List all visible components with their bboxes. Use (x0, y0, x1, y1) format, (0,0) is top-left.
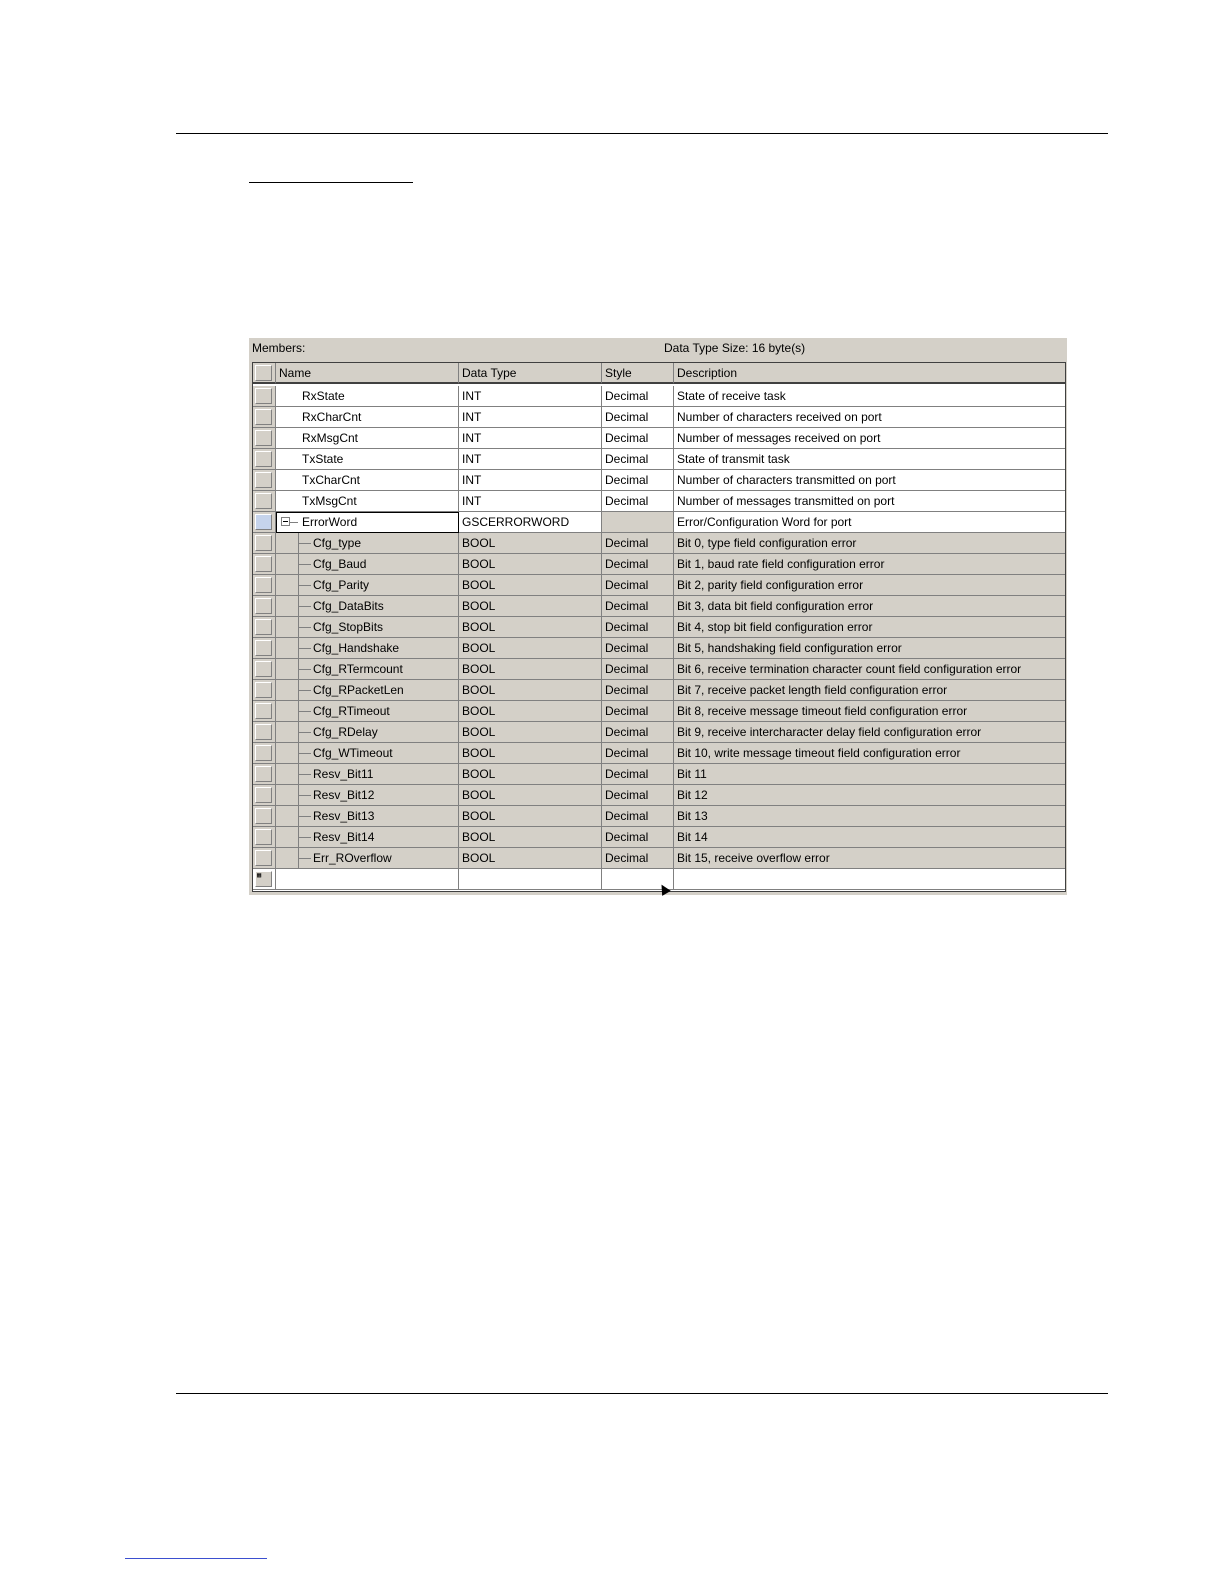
table-row[interactable] (253, 638, 1065, 659)
description-cell-text: Bit 6, receive termination character count field configuration error (677, 662, 1022, 676)
data-type-cell[interactable] (459, 428, 602, 449)
member-name-cell-text: Cfg_RTermcount (313, 662, 403, 676)
data-type-cell[interactable] (459, 386, 602, 407)
style-cell-text: Decimal (605, 767, 649, 781)
member-name-cell[interactable] (276, 743, 459, 764)
data-type-cell[interactable] (459, 680, 602, 701)
member-name-cell[interactable] (276, 638, 459, 659)
description-cell[interactable] (674, 554, 1065, 575)
data-type-cell[interactable] (459, 449, 602, 470)
row-selector[interactable] (253, 491, 276, 512)
style-cell[interactable] (602, 533, 674, 554)
style-cell[interactable] (602, 512, 674, 533)
data-type-cell[interactable] (459, 512, 602, 533)
table-row[interactable] (253, 407, 1065, 428)
style-cell[interactable] (602, 848, 674, 869)
tree-connector (298, 837, 311, 838)
row-selector[interactable] (253, 764, 276, 785)
tree-connector (298, 753, 311, 754)
member-name-cell[interactable] (276, 428, 459, 449)
members-label: Members: (252, 341, 306, 355)
members-bar (249, 338, 1067, 360)
table-row[interactable] (253, 659, 1065, 680)
data-type-cell-text: BOOL (462, 683, 496, 697)
column-header-data-type[interactable]: Data Type (459, 363, 602, 384)
style-cell-text: Decimal (605, 725, 649, 739)
data-type-cell[interactable] (459, 407, 602, 428)
table-row[interactable] (253, 806, 1065, 827)
row-selector[interactable] (253, 407, 276, 428)
description-cell[interactable] (674, 806, 1065, 827)
tree-connector (298, 858, 311, 859)
row-selector[interactable] (253, 617, 276, 638)
row-selector[interactable] (253, 869, 276, 890)
style-cell[interactable] (602, 470, 674, 491)
row-selector[interactable] (253, 680, 276, 701)
description-cell[interactable] (674, 743, 1065, 764)
style-cell[interactable] (602, 449, 674, 470)
member-name-cell[interactable] (276, 827, 459, 848)
table-row[interactable] (253, 575, 1065, 596)
style-cell-text: Decimal (605, 494, 649, 508)
description-cell[interactable] (674, 428, 1065, 449)
member-name-cell-text: RxCharCnt (302, 410, 362, 424)
table-row[interactable] (253, 764, 1065, 785)
row-selector[interactable] (253, 428, 276, 449)
description-cell-text: Bit 12 (677, 788, 708, 802)
data-type-cell-text: BOOL (462, 557, 496, 571)
member-name-cell[interactable] (276, 869, 459, 890)
description-cell[interactable] (674, 848, 1065, 869)
member-name-cell-text: Cfg_DataBits (313, 599, 384, 613)
tree-connector (298, 774, 311, 775)
description-cell[interactable] (674, 638, 1065, 659)
tree-connector (298, 711, 311, 712)
tree-connector (298, 648, 311, 649)
style-cell-text: Decimal (605, 704, 649, 718)
data-type-cell[interactable] (459, 596, 602, 617)
description-cell-text: Bit 3, data bit field configuration error (677, 599, 874, 613)
description-cell-text: Bit 4, stop bit field configuration error (677, 620, 873, 634)
description-cell[interactable] (674, 449, 1065, 470)
style-cell-text: Decimal (605, 809, 649, 823)
member-name-cell-text: Cfg_type (313, 536, 362, 550)
member-name-cell[interactable] (276, 575, 459, 596)
description-cell[interactable] (674, 680, 1065, 701)
member-name-cell[interactable] (276, 449, 459, 470)
description-cell-text: Bit 7, receive packet length field configuration error (677, 683, 948, 697)
table-row[interactable] (253, 722, 1065, 743)
style-cell[interactable] (602, 743, 674, 764)
description-cell[interactable] (674, 491, 1065, 512)
member-name-cell[interactable] (276, 722, 459, 743)
description-cell-text: Number of messages transmitted on port (677, 494, 895, 508)
table-row[interactable] (253, 743, 1065, 764)
member-name-cell-text: Cfg_WTimeout (313, 746, 393, 760)
description-cell-text: Bit 13 (677, 809, 708, 823)
table-row[interactable] (253, 617, 1065, 638)
description-cell-text: Bit 2, parity field configuration error (677, 578, 864, 592)
table-row[interactable] (253, 533, 1065, 554)
member-name-cell-text: TxCharCnt (302, 473, 361, 487)
style-cell-text: Decimal (605, 788, 649, 802)
row-selector[interactable] (253, 386, 276, 407)
tree-connector (290, 522, 298, 523)
description-cell[interactable] (674, 764, 1065, 785)
description-cell-text: Error/Configuration Word for port (677, 515, 852, 529)
style-cell-text: Decimal (605, 683, 649, 697)
member-name-cell-text: Resv_Bit12 (313, 788, 375, 802)
member-name-cell[interactable] (276, 785, 459, 806)
style-cell-text: Decimal (605, 557, 649, 571)
row-selector[interactable] (253, 554, 276, 575)
style-cell[interactable] (602, 785, 674, 806)
member-name-cell-text: Resv_Bit11 (313, 767, 374, 781)
description-cell-text: State of transmit task (677, 452, 790, 466)
description-cell-text: Bit 11 (677, 767, 707, 781)
row-selector[interactable] (253, 596, 276, 617)
member-name-cell-text: Cfg_RPacketLen (313, 683, 404, 697)
description-cell[interactable] (674, 596, 1065, 617)
description-cell-text: Bit 9, receive intercharacter delay field configuration error (677, 725, 982, 739)
member-name-cell-text: Resv_Bit13 (313, 809, 375, 823)
tree-connector (298, 816, 311, 817)
data-type-cell-text: INT (462, 410, 482, 424)
table-row[interactable] (253, 596, 1065, 617)
style-cell[interactable] (602, 407, 674, 428)
row-selector[interactable] (253, 848, 276, 869)
table-row[interactable] (253, 491, 1065, 512)
description-cell[interactable] (674, 407, 1065, 428)
member-name-cell-text: TxState (302, 452, 344, 466)
tree-connector (298, 627, 311, 628)
member-name-cell-text: Cfg_Parity (313, 578, 370, 592)
data-type-cell[interactable] (459, 701, 602, 722)
style-cell-text: Decimal (605, 851, 649, 865)
member-name-cell[interactable] (276, 806, 459, 827)
style-cell[interactable] (602, 659, 674, 680)
style-cell-text: Decimal (605, 536, 649, 550)
new-row-icon: ▦ (257, 871, 262, 879)
data-type-cell-text: INT (462, 431, 482, 445)
table-row[interactable] (253, 470, 1065, 491)
description-cell-text: Number of characters received on port (677, 410, 882, 424)
row-selector[interactable] (253, 785, 276, 806)
data-type-cell[interactable] (459, 722, 602, 743)
row-selector[interactable] (253, 449, 276, 470)
row-selector[interactable] (253, 806, 276, 827)
table-row[interactable] (253, 848, 1065, 869)
style-cell[interactable] (602, 554, 674, 575)
style-cell[interactable] (602, 617, 674, 638)
style-cell-text: Decimal (605, 578, 649, 592)
row-selector[interactable] (253, 722, 276, 743)
description-cell-text: Bit 1, baud rate field configuration error (677, 557, 885, 571)
data-type-cell-text: BOOL (462, 599, 496, 613)
data-type-cell-text: BOOL (462, 620, 496, 634)
description-cell-text: Bit 14 (677, 830, 708, 844)
row-selector[interactable] (253, 827, 276, 848)
description-cell[interactable] (674, 533, 1065, 554)
member-name-cell[interactable] (276, 386, 459, 407)
header-rule (176, 133, 1108, 134)
member-name-cell[interactable] (276, 848, 459, 869)
style-cell[interactable] (602, 386, 674, 407)
style-cell[interactable] (602, 806, 674, 827)
data-type-cell-text: BOOL (462, 809, 496, 823)
description-cell[interactable] (674, 386, 1065, 407)
data-type-cell[interactable] (459, 659, 602, 680)
style-cell[interactable] (602, 680, 674, 701)
footer-rule (176, 1393, 1108, 1394)
member-name-cell-text: ErrorWord (302, 515, 358, 529)
member-name-cell-text: Cfg_RTimeout (313, 704, 390, 718)
style-cell-text: Decimal (605, 641, 649, 655)
table-row[interactable] (253, 827, 1065, 848)
description-cell[interactable] (674, 659, 1065, 680)
description-cell[interactable] (674, 512, 1065, 533)
data-type-cell[interactable] (459, 743, 602, 764)
tree-connector (298, 585, 311, 586)
style-cell[interactable] (602, 428, 674, 449)
data-type-cell-text: BOOL (462, 788, 496, 802)
row-selector[interactable] (253, 659, 276, 680)
member-name-cell[interactable] (276, 680, 459, 701)
table-row[interactable] (253, 449, 1065, 470)
data-type-cell-text: BOOL (462, 704, 496, 718)
description-cell[interactable] (674, 869, 1065, 890)
description-cell[interactable] (674, 617, 1065, 638)
style-cell-text: Decimal (605, 620, 649, 634)
column-header-description[interactable]: Description (674, 363, 1065, 384)
data-type-cell-text: BOOL (462, 725, 496, 739)
style-cell[interactable] (602, 827, 674, 848)
data-type-cell[interactable] (459, 827, 602, 848)
row-selector[interactable] (253, 743, 276, 764)
description-cell-text: Bit 8, receive message timeout field configuration error (677, 704, 968, 718)
description-cell[interactable] (674, 575, 1065, 596)
data-type-cell[interactable] (459, 491, 602, 512)
description-cell[interactable] (674, 701, 1065, 722)
data-type-cell-text: BOOL (462, 578, 496, 592)
member-name-cell-text: Resv_Bit14 (313, 830, 375, 844)
description-cell-text: Number of messages received on port (677, 431, 881, 445)
data-type-cell-text: INT (462, 389, 482, 403)
data-type-cell-text: BOOL (462, 662, 496, 676)
collapse-icon[interactable] (281, 517, 290, 526)
description-cell-text: Number of characters transmitted on port (677, 473, 896, 487)
data-type-size-label: Data Type Size: 16 byte(s) (664, 341, 806, 355)
style-cell-text: Decimal (605, 830, 649, 844)
style-cell[interactable] (602, 722, 674, 743)
table-row[interactable] (253, 386, 1065, 407)
style-cell-text: Decimal (605, 746, 649, 760)
data-type-cell[interactable] (459, 470, 602, 491)
data-type-cell[interactable] (459, 617, 602, 638)
data-type-cell[interactable] (459, 533, 602, 554)
member-name-cell[interactable] (276, 512, 459, 533)
column-header-style[interactable]: Style (602, 363, 674, 384)
tree-connector (298, 606, 311, 607)
description-cell-text: Bit 5, handshaking field configuration error (677, 641, 902, 655)
data-type-cell-text: INT (462, 494, 482, 508)
data-type-cell-text: BOOL (462, 641, 496, 655)
style-cell-text: Decimal (605, 410, 649, 424)
member-name-cell[interactable] (276, 659, 459, 680)
row-selector[interactable] (253, 701, 276, 722)
style-cell[interactable] (602, 596, 674, 617)
data-type-cell[interactable] (459, 848, 602, 869)
data-type-cell-text: INT (462, 473, 482, 487)
tree-connector (298, 732, 311, 733)
style-cell[interactable] (602, 575, 674, 596)
member-name-cell-text: Cfg_Handshake (313, 641, 400, 655)
heading-underline (249, 182, 413, 183)
table-row[interactable] (253, 428, 1065, 449)
data-type-members-editor (249, 338, 1067, 895)
tree-connector (298, 564, 311, 565)
member-name-cell[interactable] (276, 407, 459, 428)
member-name-cell-text: RxState (302, 389, 345, 403)
style-cell-text: Decimal (605, 473, 649, 487)
grid-header (253, 363, 1065, 384)
member-name-cell[interactable] (276, 617, 459, 638)
description-cell-text: State of receive task (677, 389, 786, 403)
row-selector[interactable] (253, 470, 276, 491)
member-name-cell[interactable] (276, 491, 459, 512)
member-name-cell-text: Cfg_Baud (313, 557, 367, 571)
style-cell-text: Decimal (605, 599, 649, 613)
tree-connector (298, 669, 311, 670)
description-cell[interactable] (674, 827, 1065, 848)
style-cell[interactable] (602, 701, 674, 722)
member-name-cell[interactable] (276, 533, 459, 554)
data-type-cell-text: BOOL (462, 830, 496, 844)
member-name-cell[interactable] (276, 470, 459, 491)
style-cell-text: Decimal (605, 431, 649, 445)
row-selector[interactable] (253, 533, 276, 554)
tree-connector (298, 543, 311, 544)
tree-connector (298, 795, 311, 796)
table-row[interactable] (253, 785, 1065, 806)
style-cell-text: Decimal (605, 389, 649, 403)
style-cell[interactable] (602, 638, 674, 659)
member-name-cell-text: Cfg_RDelay (313, 725, 378, 739)
data-type-cell-text: GSCERRORWORD (462, 515, 570, 529)
footer-link-underline (125, 1558, 267, 1559)
data-type-cell-text: BOOL (462, 851, 496, 865)
header-selector[interactable] (253, 363, 276, 384)
description-cell-text: Bit 10, write message timeout field configuration error (677, 746, 961, 760)
description-cell[interactable] (674, 722, 1065, 743)
description-cell-text: Bit 15, receive overflow error (677, 851, 830, 865)
member-name-cell-text: RxMsgCnt (302, 431, 359, 445)
member-name-cell-text: Cfg_StopBits (313, 620, 384, 634)
member-name-cell[interactable] (276, 764, 459, 785)
member-name-cell[interactable] (276, 596, 459, 617)
row-selector[interactable] (253, 575, 276, 596)
member-name-cell-text: TxMsgCnt (302, 494, 357, 508)
tree-connector (298, 690, 311, 691)
data-type-cell[interactable] (459, 575, 602, 596)
data-type-cell-text: INT (462, 452, 482, 466)
style-cell-text: Decimal (605, 452, 649, 466)
style-cell[interactable] (602, 491, 674, 512)
member-name-cell-text: Err_ROverflow (313, 851, 392, 865)
table-row[interactable] (253, 680, 1065, 701)
style-cell[interactable] (602, 764, 674, 785)
member-name-cell[interactable] (276, 701, 459, 722)
description-cell[interactable] (674, 785, 1065, 806)
data-type-cell-text: BOOL (462, 746, 496, 760)
data-type-cell[interactable] (459, 869, 602, 890)
column-header-name[interactable]: Name (276, 363, 459, 384)
data-type-cell[interactable] (459, 554, 602, 575)
row-selector[interactable] (253, 512, 276, 533)
style-cell-text: Decimal (605, 662, 649, 676)
data-type-cell-text: BOOL (462, 536, 496, 550)
row-selector[interactable] (253, 638, 276, 659)
table-row[interactable] (253, 701, 1065, 722)
data-type-cell-text: BOOL (462, 767, 496, 781)
data-type-cell[interactable] (459, 638, 602, 659)
members-grid[interactable] (252, 362, 1066, 892)
description-cell[interactable] (674, 470, 1065, 491)
member-name-cell[interactable] (276, 554, 459, 575)
description-cell-text: Bit 0, type field configuration error (677, 536, 857, 550)
data-type-cell[interactable] (459, 764, 602, 785)
table-row[interactable] (253, 512, 1065, 533)
data-type-cell[interactable] (459, 785, 602, 806)
table-row[interactable] (253, 554, 1065, 575)
data-type-cell[interactable] (459, 806, 602, 827)
